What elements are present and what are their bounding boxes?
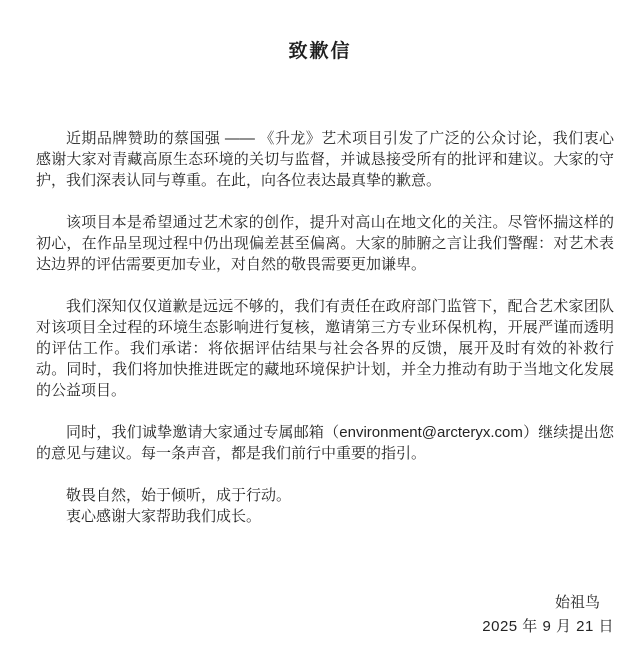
closing-line-motto: 敬畏自然，始于倾听，成于行动。 <box>66 487 292 504</box>
letter-title: 致歉信 <box>288 41 352 62</box>
letter-paragraph-intro: 近期品牌赞助的蔡国强 —— 《升龙》艺术项目引发了广泛的公众讨论，我们衷心感谢大家对青藏高原生态环境的关切与监督，并诚恳接受所有的批评和建议。大家的守护，我们深表认同与尊重。在此，向各位表达最真挚的歉意。 <box>36 130 614 189</box>
signature-name: 始祖鸟 <box>554 594 600 611</box>
closing-line-thanks: 衷心感谢大家帮助我们成长。 <box>66 508 262 525</box>
signature-block <box>36 592 614 637</box>
signature-date: 2025 年 9 月 21 日 <box>482 618 614 635</box>
invitation-text-after-email: ）继续提出您的意见与建议。每一条声音，都是我们前行中重要的指引。 <box>36 424 614 462</box>
contact-email: environment@arcteryx.com <box>339 424 523 441</box>
letter-paragraph-commitment: 我们深知仅仅道歉是远远不够的，我们有责任在政府部门监管下，配合艺术家团队对该项目全过程的环境生态影响进行复核，邀请第三方专业环保机构，开展严谨而透明的评估工作。我们承诺：将依据评估结果与社会各界的反馈，展开及时有效的补救行动。同时，我们将加快推进既定的藏地环境保护计划，并全力推动有助于当地文化发展的公益项目。 <box>36 298 614 399</box>
letter-paragraph-reflection: 该项目本是希望通过艺术家的创作，提升对高山在地文化的关注。尽管怀揣这样的初心，在作品呈现过程中仍出现偏差甚至偏离。大家的肺腑之言让我们警醒：对艺术表达边界的评估需要更加专业，对自然的敬畏需要更加谦卑。 <box>36 214 614 273</box>
invitation-text-before-email: 同时，我们诚挚邀请大家通过专属邮箱（ <box>66 424 340 441</box>
letter-paragraph-invitation <box>36 422 614 464</box>
closing-lines <box>0 485 640 527</box>
